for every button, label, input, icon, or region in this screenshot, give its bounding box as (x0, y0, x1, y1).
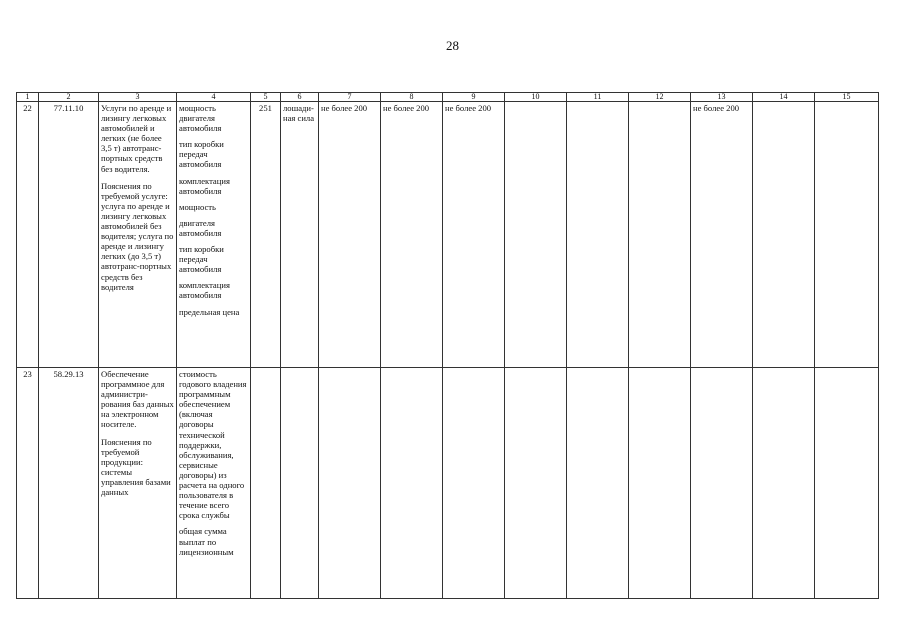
header-cell: 2 (39, 93, 99, 102)
value-cell (505, 368, 567, 599)
header-cell: 14 (753, 93, 815, 102)
column-number-row (17, 93, 879, 102)
header-cell: 9 (443, 93, 505, 102)
unit-name (281, 368, 319, 599)
characteristics (177, 368, 251, 599)
table-row (17, 368, 879, 599)
okpd-code: 77.11.10 (39, 102, 99, 368)
header-cell: 1 (17, 93, 39, 102)
requirements-table (16, 92, 879, 599)
characteristic-item: мощность (179, 201, 216, 212)
value-cell (753, 102, 815, 368)
header-cell: 7 (319, 93, 381, 102)
characteristic-item: комплектация автомобиля (179, 175, 230, 196)
value-cell (753, 368, 815, 599)
okpd-code: 58.29.13 (39, 368, 99, 599)
header-cell: 4 (177, 93, 251, 102)
header-cell: 10 (505, 93, 567, 102)
value-cell (629, 368, 691, 599)
characteristic-item: комплектация автомобиля (179, 280, 230, 301)
unit-code: 251 (251, 102, 281, 368)
value-cell (505, 102, 567, 368)
value-cell: не более 200 (443, 102, 505, 368)
description-paragraph: Пояснения по требуемой продукции: системы управления базами данных (101, 436, 171, 498)
value-cell (319, 368, 381, 599)
header-cell: 6 (281, 93, 319, 102)
header-cell: 15 (815, 93, 879, 102)
characteristic-item: тип коробки передач автомобиля (179, 139, 224, 170)
description-paragraph: Услуги по аренде и лизингу легковых автомобилей и легких (не более 3,5 т) автотранс-портных средств без водителя. (101, 103, 172, 174)
header-cell: 3 (99, 93, 177, 102)
value-cell (381, 368, 443, 599)
characteristic-item: стоимость годового владения программным обеспечением (включая договоры технической поддержки, обслуживания, сервисные договоры) из расчета на одного пользователя в течение всего срока службы (179, 369, 247, 521)
characteristic-item: мощность двигателя автомобиля (179, 103, 222, 134)
header-cell: 5 (251, 93, 281, 102)
header-cell: 13 (691, 93, 753, 102)
value-cell (567, 102, 629, 368)
value-cell: не более 200 (691, 102, 753, 368)
row-index: 23 (17, 368, 39, 599)
value-cell (567, 368, 629, 599)
page-number: 28 (446, 38, 459, 53)
characteristics (177, 102, 251, 368)
value-cell: не более 200 (381, 102, 443, 368)
header-cell: 8 (381, 93, 443, 102)
service-description (99, 102, 177, 368)
characteristic-item: двигателя автомобиля (179, 217, 222, 238)
value-cell (443, 368, 505, 599)
table-row (17, 102, 879, 368)
description-paragraph: Обеспечение программное для администри-рования баз данных на электронном носителе. (101, 369, 174, 430)
value-cell (691, 368, 753, 599)
characteristic-item: предельная цена (179, 306, 240, 317)
header-cell: 12 (629, 93, 691, 102)
value-cell (815, 368, 879, 599)
unit-code (251, 368, 281, 599)
characteristic-item: тип коробки передач автомобиля (179, 244, 224, 275)
description-paragraph: Пояснения по требуемой услуге: услуга по аренде и лизингу легковых автомобилей без водителя; услуга по аренде и лизингу легких (до 3,5 т) автотранс-портных средств без водителя (101, 180, 174, 292)
characteristic-item: общая сумма выплат по лицензионным (179, 526, 234, 557)
unit-name: лошади-ная сила (281, 102, 319, 368)
value-cell (815, 102, 879, 368)
row-index: 22 (17, 102, 39, 368)
value-cell: не более 200 (319, 102, 381, 368)
service-description (99, 368, 177, 599)
header-cell: 11 (567, 93, 629, 102)
value-cell (629, 102, 691, 368)
